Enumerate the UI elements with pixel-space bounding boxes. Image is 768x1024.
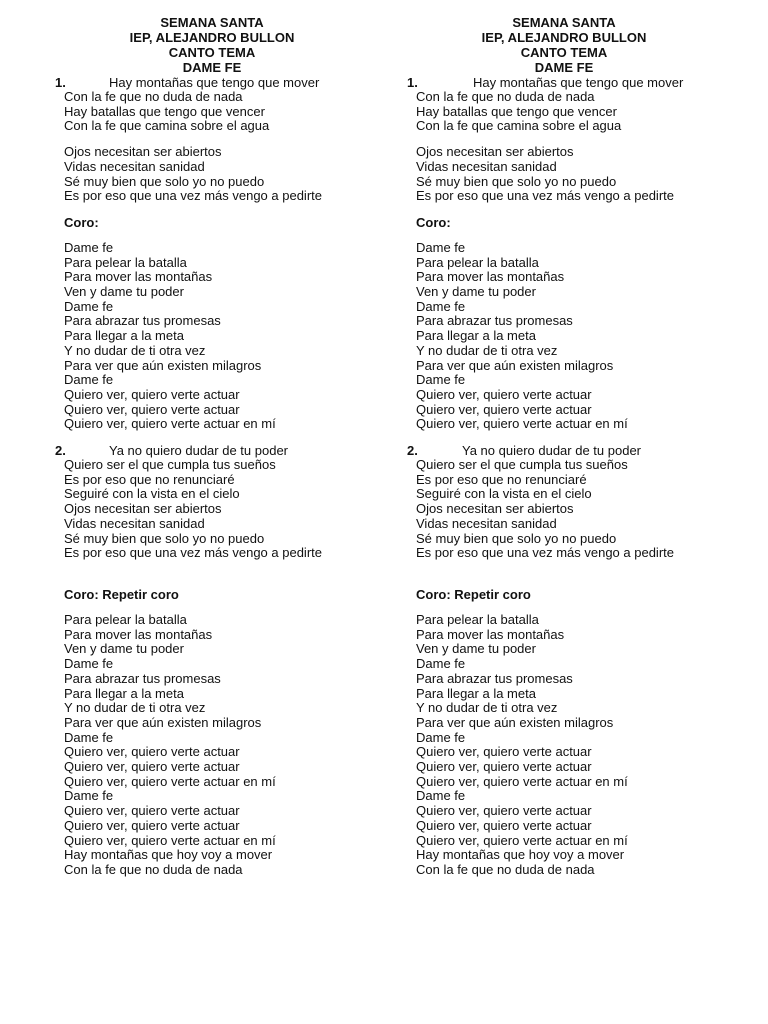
verse-line: Ya no quiero dudar de tu poder: [462, 443, 642, 459]
chorus-line: Dame fe: [416, 372, 466, 388]
chorus-line: Para pelear la batalla: [64, 611, 187, 627]
header-line-2: IEP, ALEJANDRO BULLON: [481, 30, 647, 45]
verse-line: Vidas necesitan sanidad: [416, 515, 557, 531]
verse-line: Quiero ser el que cumpla tus sueños: [64, 457, 276, 473]
chorus-line: Quiero ver, quiero verte actuar en mí: [64, 832, 276, 848]
verse-line: Ojos necesitan ser abiertos: [64, 144, 222, 160]
chorus-line: Para mover las montañas: [416, 626, 565, 642]
verse-number: 1.: [55, 75, 66, 90]
chorus-line: Para pelear la batalla: [416, 611, 539, 627]
header-line-1: SEMANA SANTA: [160, 15, 264, 30]
chorus-line: Quiero ver, quiero verte actuar: [64, 803, 240, 819]
chorus-line: Quiero ver, quiero verte actuar: [416, 817, 592, 833]
chorus-line: Quiero ver, quiero verte actuar: [64, 744, 240, 760]
verse-line: Es por eso que una vez más vengo a pedirte: [416, 188, 674, 204]
verse-line: Es por eso que una vez más vengo a pedirte: [416, 545, 674, 561]
chorus-line: Dame fe: [416, 298, 466, 314]
chorus-line: Para llegar a la meta: [416, 328, 536, 344]
chorus-line: Quiero ver, quiero verte actuar: [64, 401, 240, 417]
verse-line: Hay montañas que tengo que mover: [109, 75, 320, 90]
verse-line: Hay batallas que tengo que vencer: [416, 103, 617, 119]
verse-line: Con la fe que no duda de nada: [64, 89, 243, 104]
chorus-line: Quiero ver, quiero verte actuar en mí: [64, 416, 276, 432]
chorus-line: Para abrazar tus promesas: [64, 670, 221, 686]
chorus-line: Dame fe: [64, 372, 114, 388]
verse-line: Ojos necesitan ser abiertos: [416, 144, 574, 160]
chorus-line: Quiero ver, quiero verte actuar: [416, 803, 592, 819]
chorus-line: Con la fe que no duda de nada: [416, 861, 595, 877]
chorus-repeat-label: Coro: Repetir coro: [416, 586, 531, 602]
chorus-line: Y no dudar de ti otra vez: [64, 342, 206, 358]
verse-line: Es por eso que no renunciaré: [416, 471, 587, 487]
verse-line: Vidas necesitan sanidad: [64, 158, 205, 174]
chorus-line: Quiero ver, quiero verte actuar: [64, 386, 240, 402]
verse-number: 2.: [55, 443, 66, 459]
verse-number: 1.: [407, 75, 418, 90]
chorus-line: Para pelear la batalla: [64, 254, 187, 270]
chorus-line: Quiero ver, quiero verte actuar en mí: [416, 832, 628, 848]
chorus-line: Para llegar a la meta: [64, 328, 184, 344]
verse-line: Quiero ser el que cumpla tus sueños: [416, 457, 628, 473]
verse-line: Seguiré con la vista en el cielo: [416, 486, 592, 502]
verse-number: 2.: [407, 443, 418, 459]
chorus-line: Para abrazar tus promesas: [416, 670, 573, 686]
chorus-line: Hay montañas que hoy voy a mover: [64, 847, 273, 863]
chorus-line: Dame fe: [64, 788, 114, 804]
chorus-line: Y no dudar de ti otra vez: [64, 700, 206, 716]
chorus-line: Para llegar a la meta: [64, 685, 184, 701]
verse-line: Hay batallas que tengo que vencer: [64, 103, 265, 119]
chorus-repeat-label: Coro: Repetir coro: [64, 586, 179, 602]
chorus-line: Quiero ver, quiero verte actuar: [64, 759, 240, 775]
chorus-line: Quiero ver, quiero verte actuar: [64, 817, 240, 833]
verse-1-first-line: [52, 75, 392, 90]
chorus-line: Ven y dame tu poder: [64, 284, 184, 300]
verse-line: Ojos necesitan ser abiertos: [416, 501, 574, 517]
verse-line: Con la fe que camina sobre el agua: [416, 118, 622, 134]
chorus-line: Ven y dame tu poder: [64, 641, 184, 657]
chorus-line: Para ver que aún existen milagros: [64, 714, 262, 730]
chorus-line: Dame fe: [416, 729, 466, 745]
chorus-line: Para llegar a la meta: [416, 685, 536, 701]
chorus-line: Dame fe: [416, 788, 466, 804]
chorus-line: Y no dudar de ti otra vez: [416, 342, 558, 358]
verse-line: Seguiré con la vista en el cielo: [64, 486, 240, 502]
chorus-line: Dame fe: [416, 656, 466, 672]
verse-line: Es por eso que una vez más vengo a pedirte: [64, 545, 322, 561]
chorus-line: Para ver que aún existen milagros: [416, 357, 614, 373]
header-line-3: CANTO TEMA: [168, 45, 256, 60]
header-line-1: SEMANA SANTA: [512, 15, 616, 30]
verse-2-first-line: [52, 443, 392, 458]
chorus-label: Coro:: [416, 214, 451, 230]
verse-line: Vidas necesitan sanidad: [64, 515, 205, 531]
chorus-line: Quiero ver, quiero verte actuar: [416, 386, 592, 402]
verse-line: Es por eso que una vez más vengo a pedirte: [64, 188, 322, 204]
verse-line: Sé muy bien que solo yo no puedo: [416, 530, 617, 546]
chorus-line: Quiero ver, quiero verte actuar: [416, 759, 592, 775]
header-line-3: CANTO TEMA: [520, 45, 608, 60]
verse-line: Con la fe que camina sobre el agua: [64, 118, 270, 134]
chorus-line: Quiero ver, quiero verte actuar en mí: [416, 773, 628, 789]
chorus-line: Para ver que aún existen milagros: [64, 357, 262, 373]
chorus-line: Y no dudar de ti otra vez: [416, 700, 558, 716]
verse-line: Vidas necesitan sanidad: [416, 158, 557, 174]
chorus-line: Para mover las montañas: [416, 269, 565, 285]
chorus-line: Para pelear la batalla: [416, 254, 539, 270]
chorus-line: Ven y dame tu poder: [416, 641, 536, 657]
chorus-line: Dame fe: [64, 239, 114, 255]
chorus-line: Dame fe: [64, 298, 114, 314]
header-line-2: IEP, ALEJANDRO BULLON: [129, 30, 295, 45]
verse-2-first-line: [404, 443, 744, 458]
chorus-label: Coro:: [64, 214, 99, 230]
song-title: DAME FE: [534, 60, 594, 75]
chorus-line: Quiero ver, quiero verte actuar: [416, 744, 592, 760]
chorus-line: Para abrazar tus promesas: [416, 313, 573, 329]
verse-line: Sé muy bien que solo yo no puedo: [64, 173, 265, 189]
chorus-line: Con la fe que no duda de nada: [64, 861, 243, 877]
chorus-line: Para abrazar tus promesas: [64, 313, 221, 329]
verse-line: Es por eso que no renunciaré: [64, 471, 235, 487]
chorus-line: Para mover las montañas: [64, 626, 213, 642]
verse-line: Ya no quiero dudar de tu poder: [109, 443, 289, 459]
chorus-line: Hay montañas que hoy voy a mover: [416, 847, 625, 863]
chorus-line: Para ver que aún existen milagros: [416, 714, 614, 730]
verse-line: Con la fe que no duda de nada: [416, 89, 595, 104]
lyrics-column-left: [52, 15, 392, 878]
chorus-line: Quiero ver, quiero verte actuar en mí: [64, 773, 276, 789]
chorus-line: Dame fe: [416, 239, 466, 255]
verse-1-first-line: [404, 75, 744, 90]
chorus-line: Quiero ver, quiero verte actuar en mí: [416, 416, 628, 432]
verse-line: Hay montañas que tengo que mover: [473, 75, 684, 90]
chorus-line: Dame fe: [64, 729, 114, 745]
verse-line: Sé muy bien que solo yo no puedo: [416, 173, 617, 189]
verse-line: Ojos necesitan ser abiertos: [64, 501, 222, 517]
chorus-line: Quiero ver, quiero verte actuar: [416, 401, 592, 417]
verse-line: Sé muy bien que solo yo no puedo: [64, 530, 265, 546]
chorus-line: Ven y dame tu poder: [416, 284, 536, 300]
chorus-line: Dame fe: [64, 656, 114, 672]
song-title: DAME FE: [182, 60, 242, 75]
chorus-line: Para mover las montañas: [64, 269, 213, 285]
lyrics-column-right: [404, 15, 744, 878]
